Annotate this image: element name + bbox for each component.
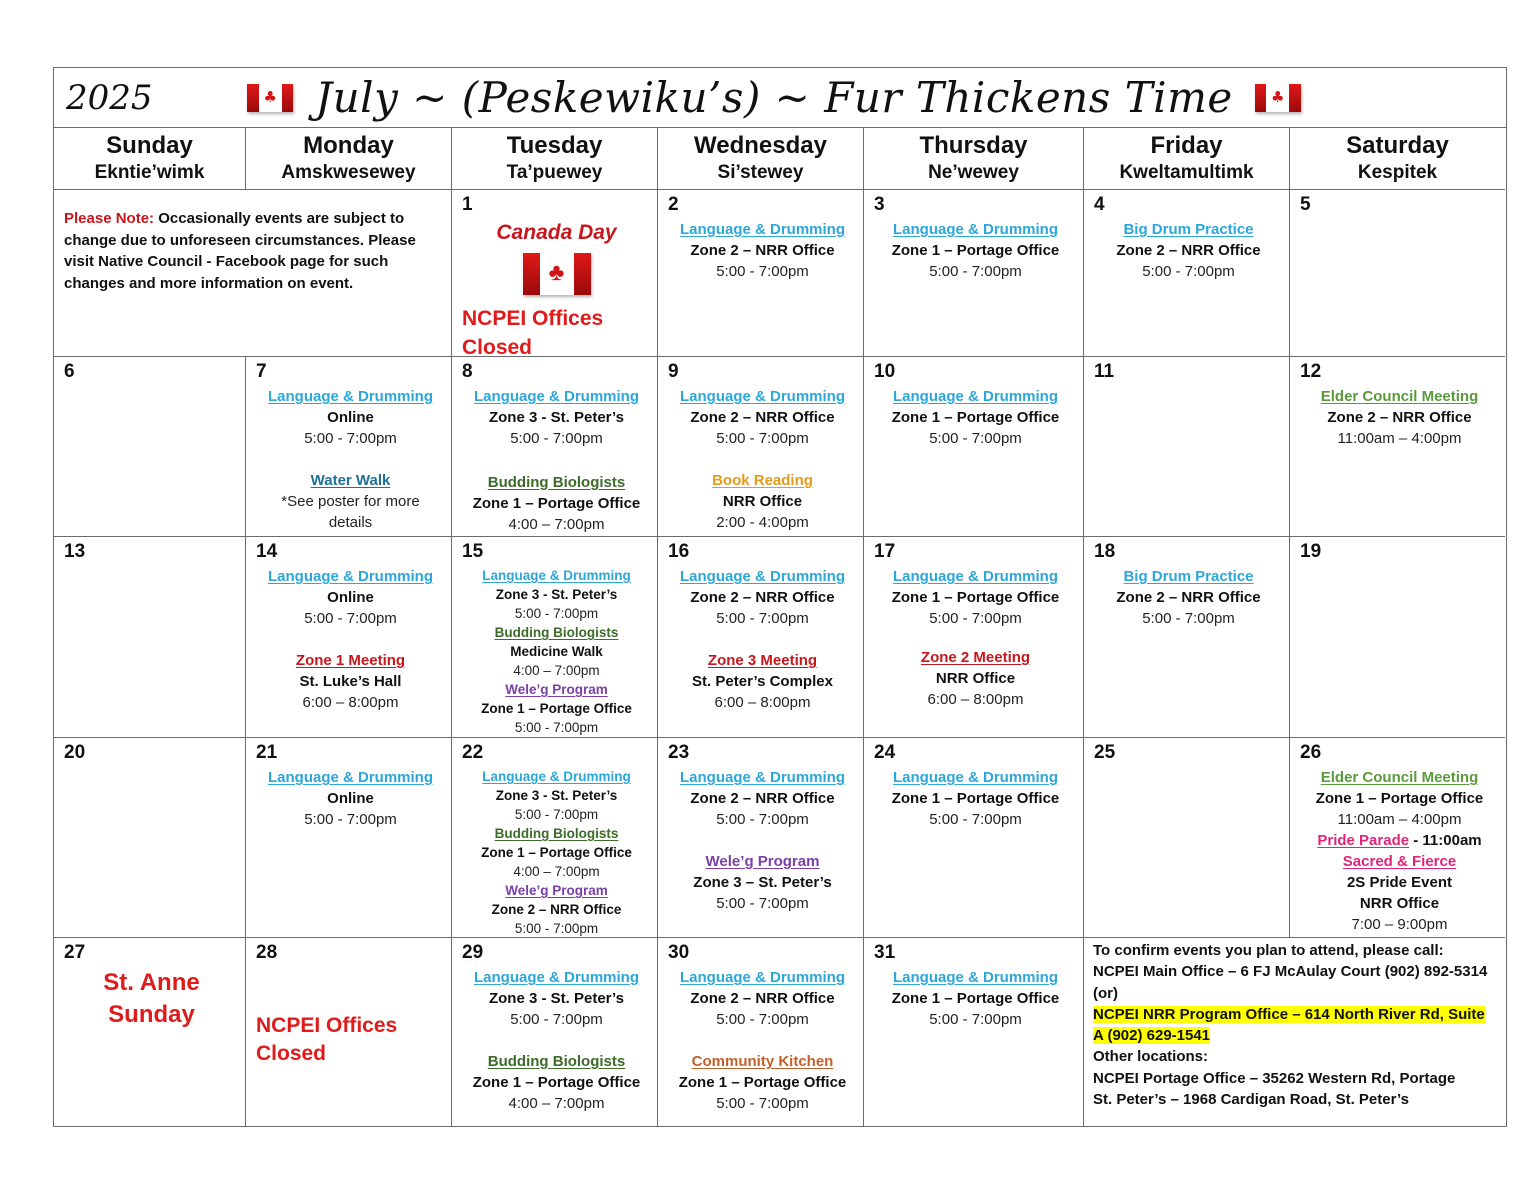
event-link[interactable]: Community Kitchen — [691, 1053, 834, 1070]
holiday-label: Canada Day — [496, 221, 617, 244]
day-number: 12 — [1300, 361, 1322, 382]
day-number: 23 — [668, 742, 690, 763]
holiday-label: Sunday — [108, 1001, 195, 1028]
notice-label: Please Note: — [64, 210, 155, 227]
day-cell-17 — [864, 537, 1084, 738]
event-time: 6:00 – 8:00pm — [302, 694, 399, 711]
event-link[interactable]: Wele’g Program — [505, 883, 608, 898]
event-link[interactable]: Language & Drumming — [473, 388, 639, 405]
day-cell-25 — [1084, 738, 1290, 938]
weekday-mikmaq: Kespitek — [1357, 162, 1438, 183]
day-cell-13 — [54, 537, 246, 738]
event-link[interactable]: Zone 2 Meeting — [920, 649, 1031, 666]
weekday-mikmaq: Kweltamultimk — [1119, 162, 1254, 183]
event-time: 5:00 - 7:00pm — [510, 430, 603, 447]
day-number: 11 — [1094, 361, 1115, 382]
event-link[interactable]: Big Drum Practice — [1123, 568, 1254, 585]
weekday-en: Wednesday — [694, 132, 827, 159]
day-cell-8 — [452, 357, 658, 537]
contact-info-box — [1084, 938, 1505, 1126]
event-location: St. Luke’s Hall — [299, 673, 402, 690]
event-time: 4:00 – 7:00pm — [513, 663, 600, 678]
day-number: 13 — [64, 541, 86, 562]
event-link[interactable]: Language & Drumming — [679, 769, 845, 786]
day-cell-12 — [1290, 357, 1505, 537]
weekday-mikmaq: Amskwesewey — [281, 162, 416, 183]
event-location: Zone 2 – NRR Office — [690, 589, 835, 606]
day-cell-4 — [1084, 190, 1290, 357]
day-cell-5 — [1290, 190, 1505, 357]
event-time: 5:00 - 7:00pm — [929, 610, 1022, 627]
event-time: 7:00 – 9:00pm — [1351, 916, 1448, 933]
event-time: 5:00 - 7:00pm — [514, 606, 599, 621]
day-number: 14 — [256, 541, 278, 562]
event-location: Zone 2 – NRR Office — [1116, 242, 1261, 259]
event-link[interactable]: Language & Drumming — [892, 221, 1058, 238]
day-number: 5 — [1300, 194, 1311, 215]
event-link[interactable]: Language & Drumming — [267, 568, 433, 585]
event-location: Online — [327, 790, 374, 807]
day-number: 15 — [462, 541, 484, 562]
event-time: 5:00 - 7:00pm — [514, 720, 599, 735]
event-link[interactable]: Language & Drumming — [679, 568, 845, 585]
event-note: details — [328, 514, 373, 531]
event-link[interactable]: Water Walk — [310, 472, 391, 489]
year-label: 2025 — [66, 78, 153, 118]
event-time: 5:00 - 7:00pm — [304, 430, 397, 447]
day-number: 20 — [64, 742, 86, 763]
event-link[interactable]: Wele’g Program — [705, 853, 820, 870]
event-time: - 11:00am — [1409, 832, 1482, 849]
event-time: 5:00 - 7:00pm — [304, 610, 397, 627]
contact-nrr-office-highlighted: NCPEI NRR Program Office – 614 North River Rd, Suite A (902) 629-1541 — [1093, 1005, 1485, 1045]
event-location: NRR Office — [935, 670, 1016, 687]
week-row-2 — [54, 357, 1506, 537]
day-cell-30 — [658, 938, 864, 1126]
event-link[interactable]: Language & Drumming — [473, 969, 639, 986]
event-link[interactable]: Budding Biologists — [494, 826, 619, 841]
event-location: Zone 3 - St. Peter’s — [495, 788, 618, 803]
day-cell-29 — [452, 938, 658, 1126]
week-row-3 — [54, 537, 1506, 738]
event-link[interactable]: Language & Drumming — [892, 388, 1058, 405]
day-number: 27 — [64, 942, 86, 963]
event-link[interactable]: Language & Drumming — [679, 388, 845, 405]
weekday-friday — [1084, 128, 1290, 190]
event-time: 5:00 - 7:00pm — [514, 921, 599, 936]
event-time: 5:00 - 7:00pm — [716, 1095, 809, 1112]
event-location: Zone 3 – St. Peter’s — [693, 874, 832, 891]
event-location: Zone 1 – Portage Office — [678, 1074, 847, 1091]
canada-flag-icon: ♣ — [247, 84, 293, 112]
page-title-wrap — [264, 68, 1284, 127]
event-link[interactable]: Pride Parade — [1317, 832, 1410, 849]
closed-notice: Closed — [256, 1042, 327, 1065]
day-number: 29 — [462, 942, 484, 963]
weekday-mikmaq: Si’stewey — [717, 162, 804, 183]
event-location: Zone 2 – NRR Office — [690, 790, 835, 807]
event-time: 5:00 - 7:00pm — [716, 263, 809, 280]
day-cell-27 — [54, 938, 246, 1126]
day-cell-1 — [452, 190, 658, 357]
day-cell-9 — [658, 357, 864, 537]
event-link[interactable]: Budding Biologists — [494, 625, 619, 640]
event-link[interactable]: Language & Drumming — [482, 568, 631, 583]
event-time: 6:00 – 8:00pm — [714, 694, 811, 711]
day-cell-26 — [1290, 738, 1505, 938]
day-cell-19 — [1290, 537, 1505, 738]
event-link[interactable]: Language & Drumming — [679, 969, 845, 986]
event-note: *See poster for more — [281, 493, 420, 510]
event-time: 5:00 - 7:00pm — [304, 811, 397, 828]
day-number: 4 — [1094, 194, 1105, 215]
event-time: 2:00 - 4:00pm — [716, 514, 809, 531]
event-location: Online — [327, 589, 374, 606]
weekday-en: Thursday — [919, 132, 1028, 159]
weekday-mikmaq: Ta’puewey — [506, 162, 603, 183]
day-cell-7 — [246, 357, 452, 537]
day-cell-20 — [54, 738, 246, 938]
event-time: 11:00am – 4:00pm — [1337, 430, 1462, 447]
weekday-thursday — [864, 128, 1084, 190]
weekday-monday — [246, 128, 452, 190]
day-number: 31 — [874, 942, 896, 963]
event-location: NRR Office — [1359, 895, 1440, 912]
week-row-5 — [54, 938, 1506, 1126]
weekday-tuesday — [452, 128, 658, 190]
event-link[interactable]: Language & Drumming — [892, 769, 1058, 786]
closed-notice: Closed — [462, 336, 533, 357]
weekday-header-row — [54, 128, 1506, 190]
day-number: 21 — [256, 742, 278, 763]
event-location: Zone 2 – NRR Office — [491, 902, 622, 917]
day-cell-22 — [452, 738, 658, 938]
event-time: 5:00 - 7:00pm — [716, 895, 809, 912]
weekday-en: Monday — [303, 132, 394, 159]
day-cell-11 — [1084, 357, 1290, 537]
calendar-title-bar — [54, 68, 1506, 128]
event-time: 5:00 - 7:00pm — [716, 1011, 809, 1028]
event-time: 5:00 - 7:00pm — [929, 263, 1022, 280]
event-location: Zone 1 – Portage Office — [891, 242, 1060, 259]
weekday-wednesday — [658, 128, 864, 190]
day-cell-3 — [864, 190, 1084, 357]
contact-main-office: NCPEI Main Office – 6 FJ McAulay Court (902) 892-5314 (or) — [1093, 963, 1488, 1002]
event-time: 5:00 - 7:00pm — [510, 1011, 603, 1028]
day-number: 9 — [668, 361, 679, 382]
event-time: 5:00 - 7:00pm — [1142, 610, 1235, 627]
event-link[interactable]: Sacred & Fierce — [1342, 853, 1457, 870]
notice-text: Occasionally events are subject to change due to unforeseen circumstances. Please visit Native Council - Facebook page for such changes and more information on event. — [64, 210, 416, 292]
event-time: 6:00 – 8:00pm — [927, 691, 1024, 708]
event-location: Zone 1 – Portage Office — [472, 495, 641, 512]
day-cell-31 — [864, 938, 1084, 1126]
event-link[interactable]: Language & Drumming — [892, 969, 1058, 986]
event-link[interactable]: Zone 1 Meeting — [295, 652, 406, 669]
closed-notice: NCPEI Offices — [462, 307, 604, 330]
event-location: Zone 3 - St. Peter’s — [495, 587, 618, 602]
event-location: Zone 2 – NRR Office — [1327, 409, 1472, 426]
contact-other-label: Other locations: — [1093, 1048, 1209, 1066]
weekday-en: Friday — [1150, 132, 1223, 159]
event-time: 5:00 - 7:00pm — [929, 430, 1022, 447]
event-time: 5:00 - 7:00pm — [716, 811, 809, 828]
day-number: 10 — [874, 361, 896, 382]
event-link[interactable]: Budding Biologists — [487, 474, 626, 491]
event-location: Zone 1 – Portage Office — [891, 790, 1060, 807]
notice-box — [54, 190, 452, 357]
day-number: 3 — [874, 194, 885, 215]
day-number: 30 — [668, 942, 690, 963]
day-number: 24 — [874, 742, 896, 763]
day-cell-24 — [864, 738, 1084, 938]
event-location: St. Peter’s Complex — [692, 673, 833, 690]
day-cell-23 — [658, 738, 864, 938]
day-cell-28 — [246, 938, 452, 1126]
event-location: Online — [327, 409, 374, 426]
event-link[interactable]: Language & Drumming — [267, 769, 433, 786]
event-location: Zone 2 – NRR Office — [690, 242, 835, 259]
day-cell-2 — [658, 190, 864, 357]
day-cell-14 — [246, 537, 452, 738]
event-location: Zone 1 – Portage Office — [891, 990, 1060, 1007]
event-location: Zone 3 - St. Peter’s — [488, 990, 625, 1007]
weekday-sunday — [54, 128, 246, 190]
closed-notice: NCPEI Offices — [256, 1014, 398, 1037]
event-link[interactable]: Language & Drumming — [892, 568, 1058, 585]
day-cell-6 — [54, 357, 246, 537]
event-link[interactable]: Elder Council Meeting — [1320, 769, 1479, 786]
weekday-mikmaq: Ekntie’wimk — [94, 162, 205, 183]
event-link[interactable]: Language & Drumming — [267, 388, 433, 405]
event-time: 4:00 – 7:00pm — [508, 516, 605, 533]
weekday-en: Saturday — [1346, 132, 1449, 159]
weekday-saturday — [1290, 128, 1505, 190]
event-location: 2S Pride Event — [1346, 874, 1453, 891]
contact-st-peters: St. Peter’s – 1968 Cardigan Road, St. Peter’s — [1093, 1091, 1409, 1109]
day-number: 6 — [64, 361, 75, 382]
event-link[interactable]: Budding Biologists — [487, 1053, 626, 1070]
event-location: NRR Office — [722, 493, 803, 510]
event-link[interactable]: Big Drum Practice — [1123, 221, 1254, 238]
day-number: 18 — [1094, 541, 1116, 562]
event-location: Zone 1 – Portage Office — [472, 1074, 641, 1091]
day-number: 17 — [874, 541, 896, 562]
calendar — [53, 67, 1507, 1127]
day-number: 19 — [1300, 541, 1322, 562]
event-location: Zone 1 – Portage Office — [481, 701, 632, 716]
event-time: 5:00 - 7:00pm — [716, 610, 809, 627]
day-cell-18 — [1084, 537, 1290, 738]
event-time: 5:00 - 7:00pm — [514, 807, 599, 822]
event-location: Zone 2 – NRR Office — [690, 990, 835, 1007]
page-title: July ~ (Peskewiku’s) ~ Fur Thickens Time — [315, 73, 1233, 122]
event-location: Medicine Walk — [510, 644, 603, 659]
week-row-1 — [54, 190, 1506, 357]
day-number: 26 — [1300, 742, 1322, 763]
day-number: 8 — [462, 361, 473, 382]
event-link[interactable]: Wele’g Program — [505, 682, 608, 697]
day-number: 22 — [462, 742, 484, 763]
day-number: 28 — [256, 942, 278, 963]
day-number: 16 — [668, 541, 690, 562]
day-number: 25 — [1094, 742, 1116, 763]
event-link[interactable]: Book Reading — [712, 472, 813, 489]
event-location: Zone 1 – Portage Office — [1315, 790, 1484, 807]
canada-flag-icon: ♣ — [523, 253, 591, 295]
event-link[interactable]: Zone 3 Meeting — [707, 652, 818, 669]
event-link[interactable]: Language & Drumming — [482, 769, 631, 784]
event-location: Zone 1 – Portage Office — [481, 845, 632, 860]
event-location: Zone 3 - St. Peter’s — [488, 409, 625, 426]
contact-intro: To confirm events you plan to attend, please call: — [1093, 942, 1444, 959]
event-time: 5:00 - 7:00pm — [716, 430, 809, 447]
holiday-label: St. Anne — [103, 969, 200, 996]
event-location: Zone 1 – Portage Office — [891, 409, 1060, 426]
weekday-en: Tuesday — [506, 132, 603, 159]
event-location: Zone 2 – NRR Office — [1116, 589, 1261, 606]
event-time: 4:00 – 7:00pm — [508, 1095, 605, 1112]
event-link[interactable]: Language & Drumming — [679, 221, 845, 238]
day-number: 1 — [462, 194, 473, 215]
event-location: Zone 1 – Portage Office — [891, 589, 1060, 606]
event-time: 5:00 - 7:00pm — [1142, 263, 1235, 280]
weekday-en: Sunday — [106, 132, 193, 159]
event-location: Zone 2 – NRR Office — [690, 409, 835, 426]
day-cell-15 — [452, 537, 658, 738]
day-number: 2 — [668, 194, 679, 215]
event-time: 4:00 – 7:00pm — [513, 864, 600, 879]
event-link[interactable]: Elder Council Meeting — [1320, 388, 1479, 405]
weekday-mikmaq: Ne’wewey — [928, 162, 1019, 183]
event-time: 11:00am – 4:00pm — [1337, 811, 1462, 828]
day-cell-21 — [246, 738, 452, 938]
day-cell-10 — [864, 357, 1084, 537]
day-cell-16 — [658, 537, 864, 738]
week-row-4 — [54, 738, 1506, 938]
event-time: 5:00 - 7:00pm — [929, 811, 1022, 828]
canada-flag-icon: ♣ — [1255, 84, 1301, 112]
contact-portage-office: NCPEI Portage Office – 35262 Western Rd, Portage — [1093, 1069, 1456, 1087]
event-time: 5:00 - 7:00pm — [929, 1011, 1022, 1028]
day-number: 7 — [256, 361, 267, 382]
